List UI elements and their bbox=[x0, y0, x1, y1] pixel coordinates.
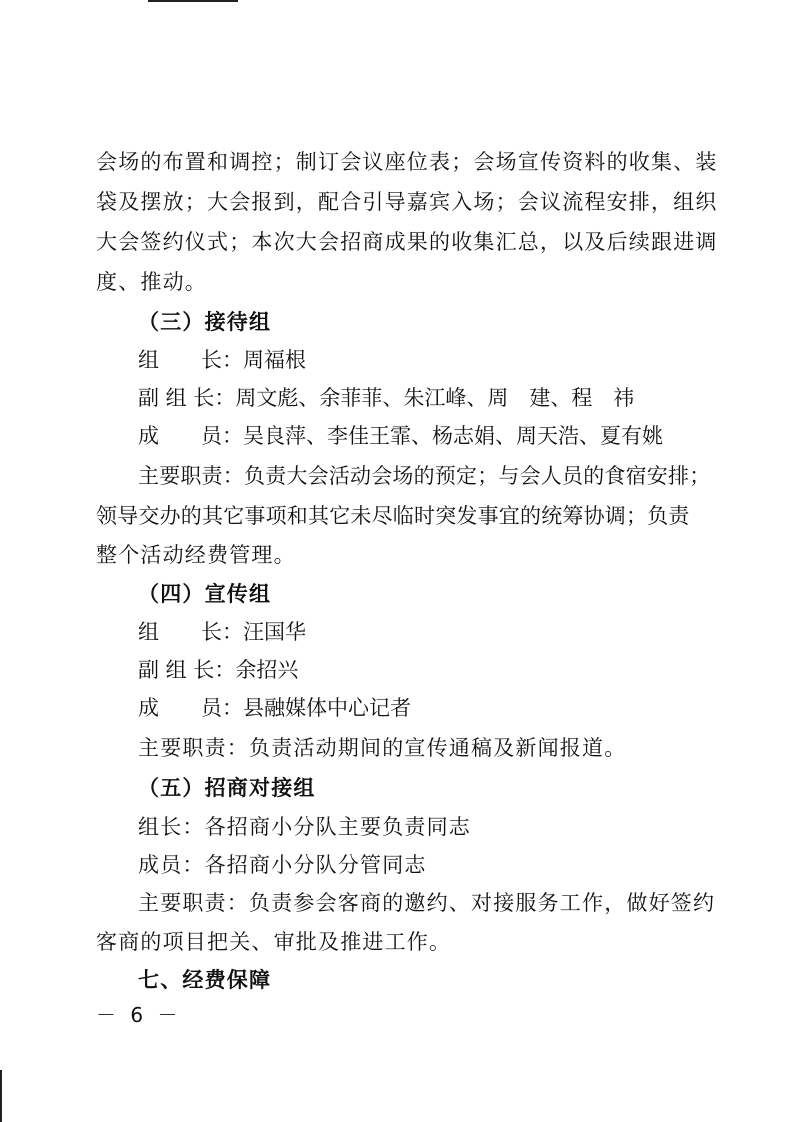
paragraph-line: 大会签约仪式；本次大会招商成果的收集汇总，以及后续跟进调 bbox=[96, 230, 718, 254]
leader-label: 组 长： bbox=[138, 348, 243, 372]
scan-artifact bbox=[0, 1070, 2, 1122]
duties-line: 主要职责：负责参会客商的邀约、对接服务工作，做好签约 bbox=[138, 891, 716, 915]
members-row: 成员：各招商小分队分管同志 bbox=[138, 853, 427, 877]
scan-artifact bbox=[148, 0, 238, 2]
leader-value: 汪国华 bbox=[243, 620, 306, 644]
deputy-value: 余招兴 bbox=[235, 658, 299, 682]
leader-value: 周福根 bbox=[243, 348, 306, 372]
deputy-label: 副 组 长： bbox=[138, 658, 236, 682]
deputy-row bbox=[138, 386, 634, 410]
section-heading: （三）接待组 bbox=[138, 309, 272, 334]
members-value: 吴良萍、李佳王霏、杨志娟、周天浩、夏有姚 bbox=[243, 424, 663, 448]
deputy-label: 副 组 长： bbox=[138, 386, 236, 410]
members-row bbox=[138, 696, 411, 720]
deputy-value: 周文彪、余菲菲、朱江峰、周 建、程 祎 bbox=[235, 386, 635, 410]
paragraph-line: 袋及摆放；大会报到，配合引导嘉宾入场；会议流程安排，组织 bbox=[96, 190, 718, 214]
leader-row bbox=[138, 348, 306, 372]
section-heading: 七、经费保障 bbox=[138, 967, 272, 992]
paragraph-line: 会场的布置和调控；制订会议座位表；会场宣传资料的收集、装 bbox=[96, 150, 718, 174]
members-label: 成 员： bbox=[138, 424, 243, 448]
duties-line: 领导交办的其它事项和其它未尽临时突发事宜的统筹协调；负责 bbox=[96, 504, 690, 528]
section-heading: （四）宣传组 bbox=[138, 581, 272, 606]
section-heading: （五）招商对接组 bbox=[138, 775, 316, 800]
leader-row: 组长：各招商小分队主要负责同志 bbox=[138, 815, 471, 839]
leader-label: 组 长： bbox=[138, 620, 243, 644]
paragraph-line: 度、推动。 bbox=[96, 270, 207, 294]
duties-line: 客商的项目把关、审批及推进工作。 bbox=[96, 930, 452, 954]
duties-line: 主要职责：负责活动期间的宣传通稿及新闻报道。 bbox=[138, 736, 627, 760]
duties-line: 主要职责：负责大会活动会场的预定；与会人员的食宿安排； bbox=[138, 464, 711, 488]
members-value: 县融媒体中心记者 bbox=[243, 696, 411, 720]
duties-line: 整个活动经费管理。 bbox=[96, 543, 296, 567]
page-number: － 6 － bbox=[96, 1003, 182, 1027]
members-row bbox=[138, 424, 663, 448]
members-label: 成 员： bbox=[138, 696, 243, 720]
deputy-row bbox=[138, 658, 298, 682]
leader-row bbox=[138, 620, 306, 644]
